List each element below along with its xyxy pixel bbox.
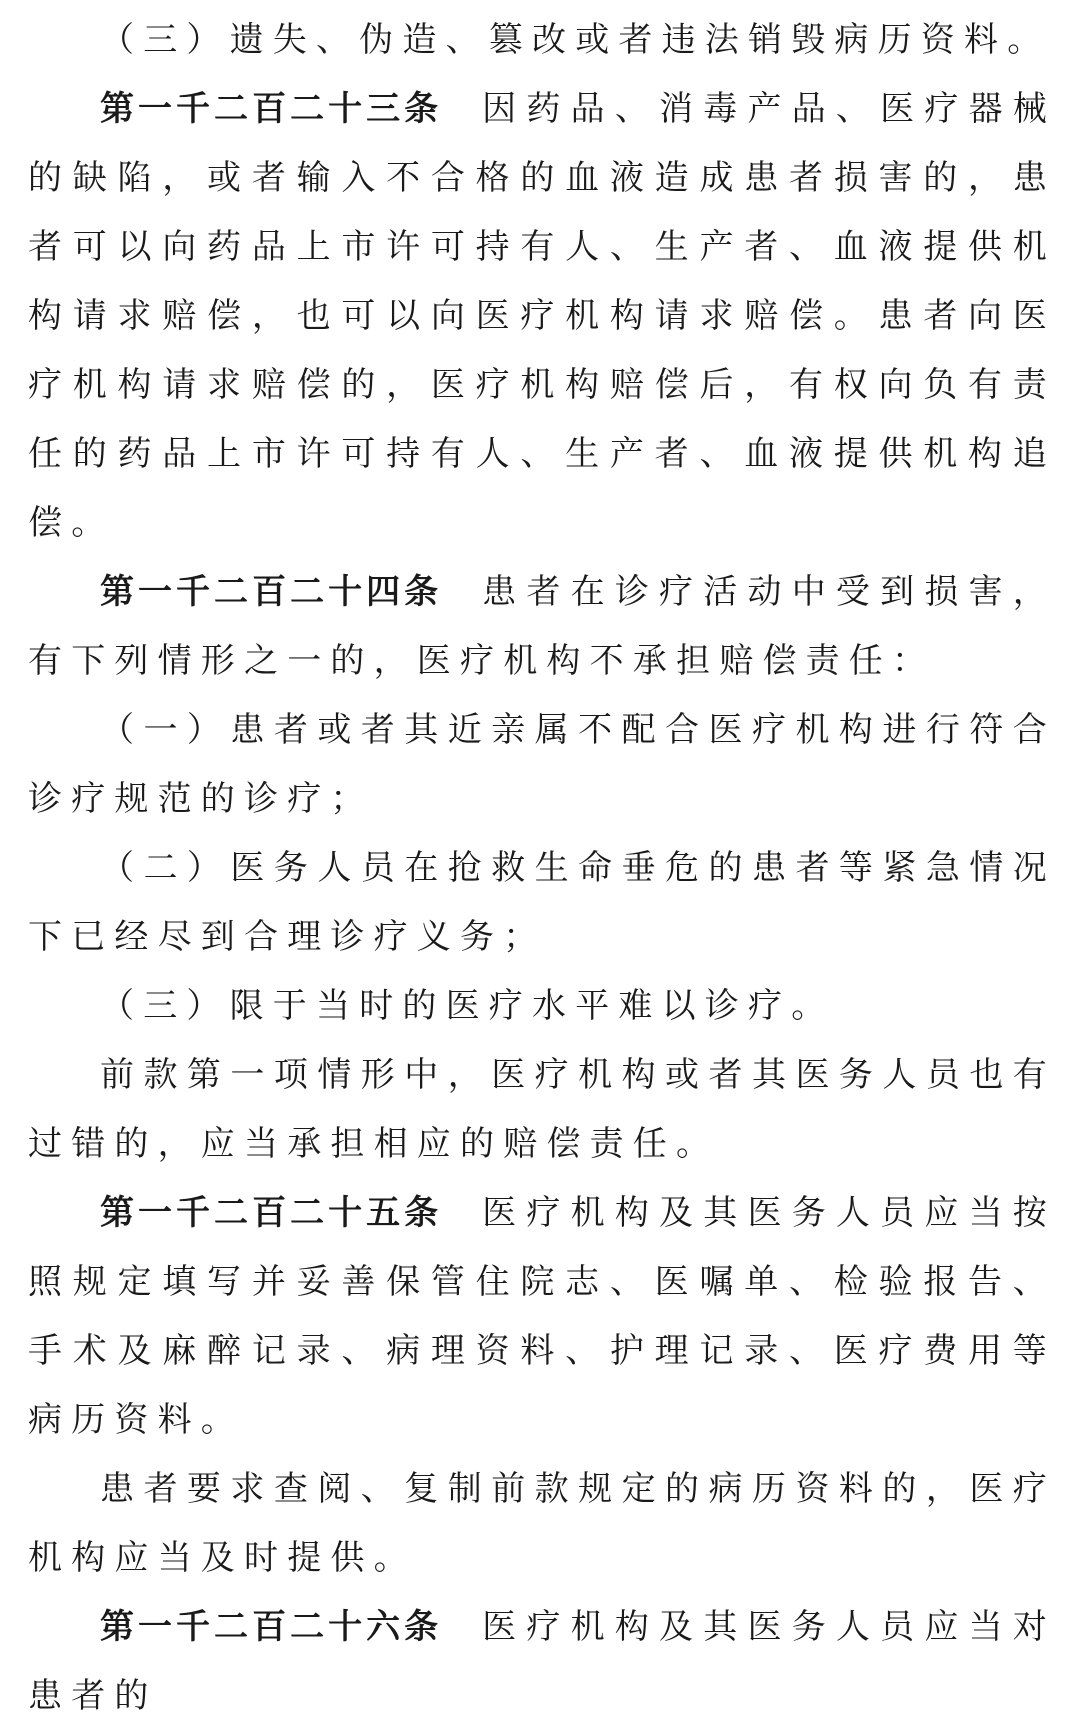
paragraph-access — [28, 1455, 1056, 1593]
article-number: 第一千二百二十六条 — [100, 1607, 443, 1647]
article-1224 — [28, 558, 1056, 696]
clause-item-3 — [28, 6, 1056, 75]
paragraph-text: （一）患者或者其近亲属不配合医疗机构进行符合诊疗规范的诊疗； — [28, 710, 1056, 819]
clause-item-2 — [28, 834, 1056, 972]
article-number: 第一千二百二十四条 — [100, 572, 443, 612]
document-page — [28, 6, 1056, 1731]
article-number: 第一千二百二十三条 — [100, 89, 443, 129]
paragraph-text: （二）医务人员在抢救生命垂危的患者等紧急情况下已经尽到合理诊疗义务； — [28, 848, 1056, 957]
paragraph-note — [28, 1041, 1056, 1179]
article-1223 — [28, 75, 1056, 558]
article-1226 — [28, 1593, 1056, 1731]
paragraph-text: 因药品、消毒产品、医疗器械的缺陷，或者输入不合格的血液造成患者损害的，患者可以向药品上市许可持有人、生产者、血液提供机构请求赔偿，也可以向医疗机构请求赔偿。患者向医疗机构请求赔偿的，医疗机构赔偿后，有权向负有责任的药品上市许可持有人、生产者、血液提供机构追偿。 — [28, 89, 1056, 543]
paragraph-text: 患者在诊疗活动中受到损害，有下列情形之一的，医疗机构不承担赔偿责任： — [28, 572, 1056, 681]
article-number: 第一千二百二十五条 — [100, 1193, 443, 1233]
clause-item-1 — [28, 696, 1056, 834]
paragraph-text: 医疗机构及其医务人员应当对患者的 — [28, 1607, 1056, 1716]
article-1225 — [28, 1179, 1056, 1455]
paragraph-text: 医疗机构及其医务人员应当按照规定填写并妥善保管住院志、医嘱单、检验报告、手术及麻醉记录、病理资料、护理记录、医疗费用等病历资料。 — [28, 1193, 1056, 1440]
paragraph-text: （三）遗失、伪造、篡改或者违法销毁病历资料。 — [100, 20, 1051, 60]
paragraph-text: 患者要求查阅、复制前款规定的病历资料的，医疗机构应当及时提供。 — [28, 1469, 1056, 1578]
clause-item-3b — [28, 972, 1056, 1041]
paragraph-text: （三）限于当时的医疗水平难以诊疗。 — [100, 986, 835, 1026]
paragraph-text: 前款第一项情形中，医疗机构或者其医务人员也有过错的，应当承担相应的赔偿责任。 — [28, 1055, 1056, 1164]
